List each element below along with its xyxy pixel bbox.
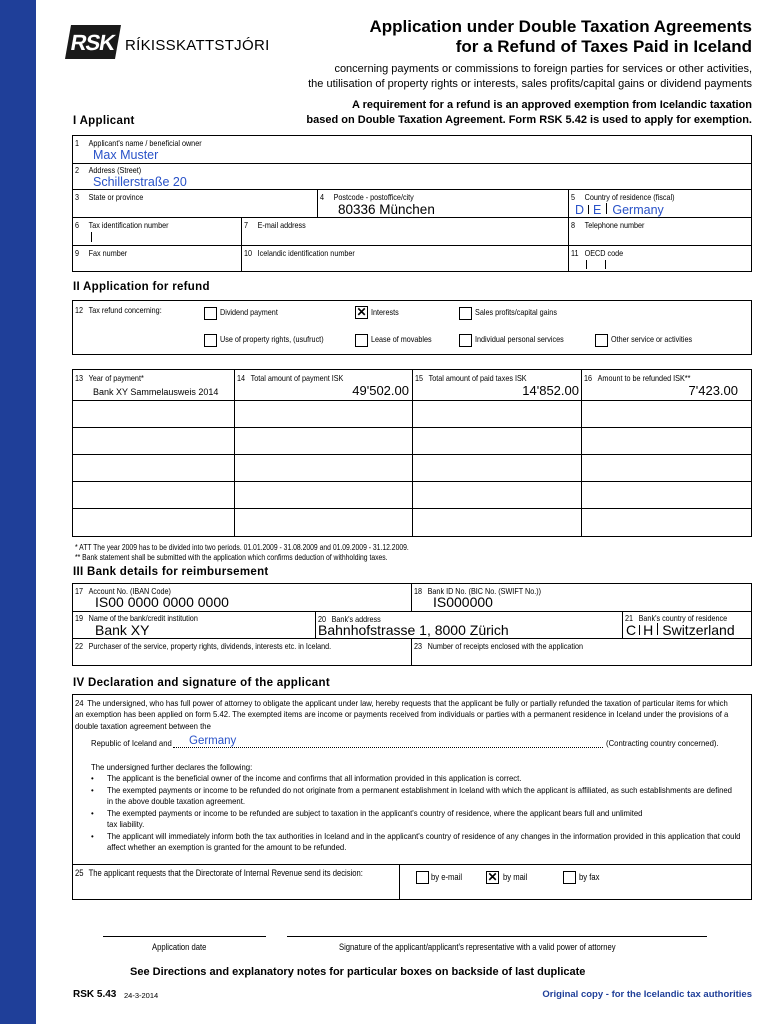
signature-line[interactable]: [287, 936, 707, 937]
year-of-payment-cell[interactable]: Bank XY Sammelausweis 2014: [93, 387, 219, 397]
lease-movables-checkbox[interactable]: [355, 334, 368, 347]
other-service-label: Other service or activities: [611, 334, 693, 344]
section-1-heading: I Applicant: [73, 115, 135, 127]
contracting-label: (Contracting country concerned).: [606, 738, 719, 748]
country-name: Germany: [612, 203, 664, 217]
contracting-country-input[interactable]: Germany: [189, 735, 237, 747]
requirement-line-1: A requirement for a refund is an approved exemption from Icelandic taxation: [352, 99, 752, 111]
section-3-heading: III Bank details for reimbursement: [73, 566, 269, 578]
bic-swift-input[interactable]: IS000000: [433, 594, 493, 610]
by-mail-checkbox[interactable]: ✕: [487, 870, 498, 884]
refund-amount-cell[interactable]: 7'423.00: [688, 383, 738, 398]
country-residence-input[interactable]: [575, 203, 664, 217]
field-23-label: 23 Number of receipts enclosed with the application: [414, 641, 584, 651]
tax-id-input[interactable]: [91, 232, 92, 242]
subtitle-line-1: concerning payments or commissions to foreign parties for services or other activities,: [334, 63, 752, 75]
further-declares: The undersigned further declares the following:: [91, 762, 253, 772]
signature-label: Signature of the applicant/applicant's representative with a valid power of attorney: [339, 942, 616, 952]
logo-text: RSK: [68, 30, 117, 55]
field-10-label: 10 Icelandic identification number: [244, 248, 355, 258]
application-date-label: Application date: [152, 942, 207, 952]
date-line[interactable]: [103, 936, 266, 937]
field-2-label: 2 Address (Street): [75, 165, 142, 175]
field-6-label: 6 Tax identification number: [75, 220, 169, 230]
title-line-1: Application under Double Taxation Agreements: [369, 17, 752, 36]
field-17-label: 17 Account No. (IBAN Code): [75, 586, 171, 596]
form-number: RSK 5.43: [73, 989, 117, 1000]
declaration-bullet: The applicant will immediately inform both the tax authorities in Iceland and in the applicant's country of residence of any changes in the information provided in this application that could affect whether an exemption is granted for the amount to be refunded.: [107, 831, 741, 853]
country-code-2: E: [593, 203, 602, 217]
field-18-label: 18 Bank ID No. (BIC No. (SWIFT No.)): [414, 586, 542, 596]
form-subtitle: [232, 62, 752, 92]
declaration-box: 24 The undersigned, who has full power of attorney to obligate the applicant under law, hereby requests that the applicant be fully or partially refunded the taxation of particular items for which an exemption has been applied on form 5.42. The exempted items are income or payments received from individuals or parties with a permanent residence in Iceland under the provisions of a double taxation agreement between the Republic of Iceland and Germany (Contracting country concerned). The undersigned further declares the following: • The applicant is the beneficial owner of the income and confirms that all information provided in this application is correct. • The exempted payments or income to be refunded do not originate from a permanent establishment in Iceland with which the applicant is affiliated, as such establishments are defined in the above double taxation agreement. • The exempted payments or income to be refunded are subject to taxation in the applicant's country of residence, where the applicant bears full and unlimited tax liability. • The applicant will immediately inform both the tax authorities in Iceland and in the applicant's country of residence of any changes in the information provided in this application that could affect whether an exemption is granted for the amount to be refunded. 25 The applicant requests that the Directorate of Internal Revenue send its decision: by e-mail ✕ by mail by fax: [72, 694, 752, 900]
bank-country-input[interactable]: [626, 623, 735, 638]
payments-table: [72, 369, 752, 537]
dividend-checkbox[interactable]: [204, 307, 217, 320]
address-street-input[interactable]: Schillerstraße 20: [93, 175, 187, 189]
dividend-label: Dividend payment: [220, 307, 278, 317]
bank-details-box: [72, 583, 752, 666]
property-rights-label: Use of property rights, (usufruct): [220, 334, 324, 344]
declaration-bullet: The exempted payments or income to be refunded do not originate from a permanent establishment in Iceland with which the applicant is affiliated, as such establishments are defined in the above double taxation agreement.: [107, 785, 732, 807]
field-1-label: 1 Applicant's name / beneficial owner: [75, 138, 202, 148]
field-4-label: 4 Postcode - postoffice/city: [320, 192, 414, 202]
bank-address-input[interactable]: Bahnhofstrasse 1, 8000 Zürich: [318, 622, 509, 638]
property-rights-checkbox[interactable]: [204, 334, 217, 347]
individual-services-label: Individual personal services: [475, 334, 564, 344]
interests-label: Interests: [371, 307, 399, 317]
paid-taxes-cell[interactable]: 14'852.00: [522, 383, 579, 398]
other-service-checkbox[interactable]: [595, 334, 608, 347]
oecd-code-input[interactable]: [586, 260, 606, 269]
payment-amount-cell[interactable]: 49'502.00: [352, 383, 409, 398]
title-line-2: for a Refund of Taxes Paid in Iceland: [455, 37, 752, 56]
requirement-note: [232, 98, 752, 128]
by-email-label: by e-mail: [431, 872, 463, 882]
bank-country-name: Switzerland: [662, 622, 735, 638]
field-20-label: 20 Bank's address: [318, 614, 381, 624]
country-code-1: D: [575, 203, 585, 217]
section-4-heading: IV Declaration and signature of the applicant: [73, 677, 330, 689]
declaration-bullet: The applicant is the beneficial owner of the income and confirms that all information provided in this application is correct.: [107, 773, 522, 783]
applicant-name-input[interactable]: Max Muster: [93, 148, 159, 162]
field-7-label: 7 E-mail address: [244, 220, 306, 230]
by-fax-label: by fax: [579, 872, 600, 882]
copy-note: Original copy - for the Icelandic tax authorities: [542, 989, 752, 1000]
refund-concerning-box: [72, 300, 752, 355]
field-14-label: 14 Total amount of payment ISK: [237, 373, 344, 383]
field-21-label: 21 Bank's country of residence: [625, 613, 728, 623]
applicant-box: [72, 135, 752, 272]
sales-profits-label: Sales profits/capital gains: [475, 307, 557, 317]
field-22-label: 22 Purchaser of the service, property rights, dividends, interests etc. in Iceland.: [75, 641, 332, 651]
republic-label: Republic of Iceland and: [91, 738, 172, 748]
lease-movables-label: Lease of movables: [371, 334, 432, 344]
footnote-2: ** Bank statement shall be submitted with the application which confirms deduction of withholding taxes.: [75, 553, 388, 562]
individual-services-checkbox[interactable]: [459, 334, 472, 347]
directions-note: See Directions and explanatory notes for particular boxes on backside of last duplicate: [130, 966, 586, 978]
postcode-city-input[interactable]: 80336 München: [338, 202, 435, 217]
footnote-1: * ATT The year 2009 has to be divided into two periods. 01.01.2009 - 31.08.2009 and 01.09.2009 - 31.12.2009.: [75, 543, 409, 552]
bank-country-code-2: H: [643, 622, 654, 638]
field-9-label: 9 Fax number: [75, 248, 128, 258]
rsk-logo: [65, 25, 121, 59]
requirement-line-2: based on Double Taxation Agreement. Form RSK 5.42 is used to apply for exemption.: [306, 114, 752, 126]
field-11-label: 11 OECD code: [571, 248, 624, 258]
declaration-bullet: The exempted payments or income to be refunded are subject to taxation in the applicant's country of residence, where the applicant bears full and unlimited tax liability.: [107, 808, 643, 830]
by-mail-label: by mail: [503, 872, 528, 882]
field-12-label: 12 Tax refund concerning:: [75, 305, 162, 315]
field-3-label: 3 State or province: [75, 192, 144, 202]
declaration-text: 24 The undersigned, who has full power of attorney to obligate the applicant under law, hereby requests that the applicant be fully or partially refunded the taxation of particular items for which an exemption has been applied on form 5.42. The exempted items are income or payments received from individuals or parties with a permanent residence in Iceland under the provisions of a double taxation agreement between the: [75, 698, 729, 731]
form-title: [282, 17, 752, 57]
field-8-label: 8 Telephone number: [571, 220, 645, 230]
side-stripe: [0, 0, 36, 1024]
field-25-label: 25 The applicant requests that the Directorate of Internal Revenue send its decision:: [75, 868, 363, 878]
field-16-label: 16 Amount to be refunded ISK**: [584, 373, 691, 383]
bank-country-code-1: C: [626, 622, 637, 638]
form-date: 24-3-2014: [124, 991, 159, 1000]
field-5-label: 5 Country of residence (fiscal): [571, 192, 675, 202]
by-email-checkbox[interactable]: [416, 871, 429, 884]
field-13-label: 13 Year of payment*: [75, 373, 144, 383]
subtitle-line-2: the utilisation of property rights or interests, sales profits/capital gains or dividend payments: [308, 78, 752, 90]
field-19-label: 19 Name of the bank/credit institution: [75, 613, 198, 623]
interests-checkbox[interactable]: ✕: [356, 305, 367, 319]
bank-name-input[interactable]: Bank XY: [95, 622, 150, 638]
sales-profits-checkbox[interactable]: [459, 307, 472, 320]
by-fax-checkbox[interactable]: [563, 871, 576, 884]
iban-input[interactable]: IS00 0000 0000 0000: [95, 594, 229, 610]
contracting-country-line: [173, 747, 603, 748]
section-2-heading: II Application for refund: [73, 281, 210, 293]
org-name: RÍKISSKATTSTJÓRI: [125, 37, 270, 54]
field-15-label: 15 Total amount of paid taxes ISK: [415, 373, 527, 383]
